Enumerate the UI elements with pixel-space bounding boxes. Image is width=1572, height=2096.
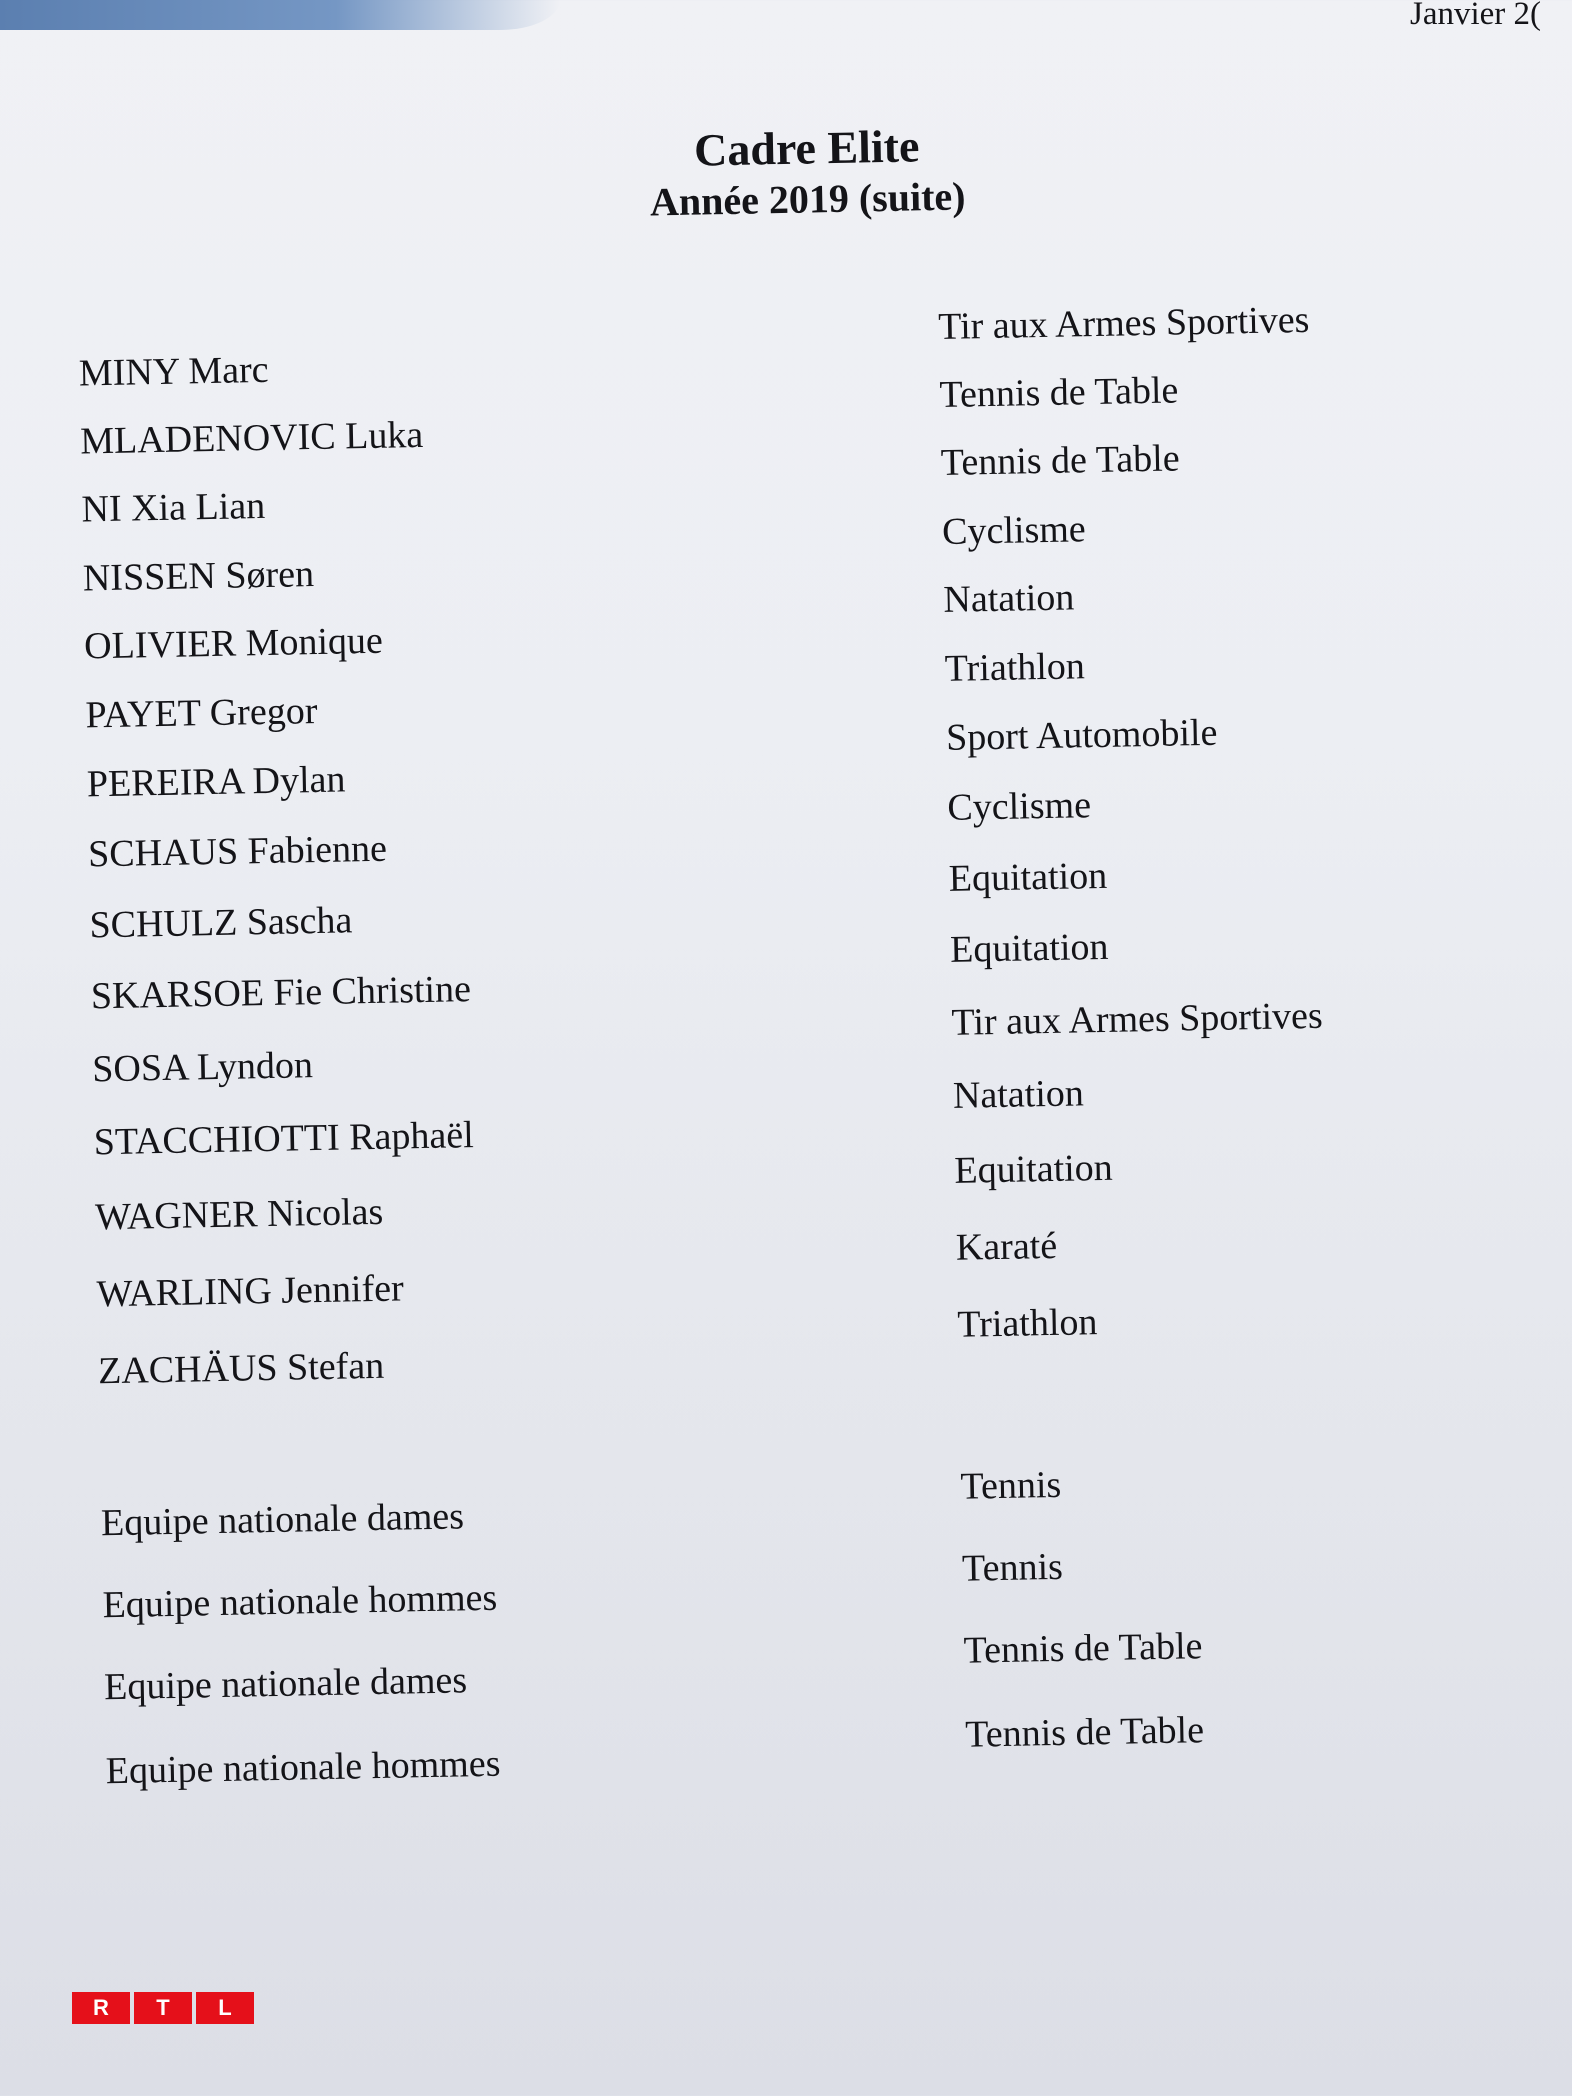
athlete-row	[10, 1301, 1572, 1401]
athlete-row	[7, 1146, 1572, 1247]
athlete-sport: Triathlon	[944, 645, 1086, 690]
athlete-row	[5, 1072, 1572, 1172]
athlete-sport: Natation	[943, 576, 1075, 621]
athlete-sport: Karaté	[955, 1224, 1058, 1269]
athlete-name: PAYET Gregor	[85, 689, 318, 737]
athlete-sport: Tennis de Table	[939, 369, 1179, 416]
team-row	[16, 1625, 1572, 1717]
athlete-sport: Equitation	[954, 1146, 1114, 1192]
rtl-logo-letter: R	[72, 1992, 130, 2024]
team-name: Equipe nationale hommes	[102, 1576, 498, 1627]
rtl-logo-letter: T	[134, 1992, 192, 2024]
team-row	[17, 1709, 1572, 1801]
athlete-name: SOSA Lyndon	[91, 1044, 314, 1091]
team-name: Equipe nationale dames	[100, 1495, 465, 1545]
athlete-name: WARLING Jennifer	[96, 1267, 405, 1316]
athlete-name: STACCHIOTTI Raphaël	[93, 1114, 475, 1164]
athlete-sport: Equitation	[949, 925, 1109, 971]
athlete-sport: Sport Automobile	[945, 711, 1218, 759]
athlete-sport: Natation	[952, 1072, 1085, 1117]
athlete-name: OLIVIER Monique	[83, 619, 384, 668]
athlete-sport: Tennis de Table	[940, 437, 1180, 484]
athlete-name: NISSEN Søren	[82, 553, 315, 600]
rtl-logo-letter: L	[196, 1992, 254, 2024]
athlete-row	[2, 925, 1572, 1026]
team-row	[14, 1545, 1572, 1635]
athlete-row	[8, 1224, 1572, 1324]
team-name: Equipe nationale dames	[103, 1659, 468, 1709]
team-sport: Tennis	[960, 1463, 1062, 1508]
date-header: Janvier 2(	[1410, 0, 1542, 32]
athlete-row	[0, 784, 1572, 884]
team-sport: Tennis	[961, 1545, 1064, 1590]
athlete-sport: Tir aux Armes Sportives	[951, 994, 1324, 1044]
document-subtitle: Année 2019 (suite)	[649, 173, 966, 225]
athlete-name: NI Xia Lian	[81, 484, 266, 531]
athlete-name: PEREIRA Dylan	[86, 758, 346, 806]
athlete-sport: Cyclisme	[941, 508, 1087, 553]
athlete-name: WAGNER Nicolas	[94, 1190, 384, 1239]
athlete-name: SKARSOE Fie Christine	[90, 968, 472, 1018]
team-sport: Tennis de Table	[963, 1625, 1203, 1672]
athlete-row	[1, 854, 1572, 955]
athlete-sport: Tir aux Armes Sportives	[937, 298, 1310, 348]
athlete-name: SCHAUS Fabienne	[87, 827, 388, 876]
athlete-row	[4, 994, 1572, 1099]
athlete-name: MLADENOVIC Luka	[79, 413, 424, 463]
athlete-sport: Equitation	[948, 854, 1108, 900]
team-name: Equipe nationale hommes	[105, 1742, 501, 1793]
document-title: Cadre Elite	[693, 120, 920, 176]
athlete-sport: Cyclisme	[947, 784, 1092, 829]
athlete-name: ZACHÄUS Stefan	[97, 1344, 385, 1393]
athlete-row	[0, 645, 1570, 745]
team-sport: Tennis de Table	[964, 1709, 1205, 1756]
athlete-row	[0, 298, 1563, 403]
rtl-logo	[72, 1992, 254, 2024]
athlete-name: MINY Marc	[78, 348, 269, 395]
athlete-row	[0, 508, 1567, 608]
athlete-name: SCHULZ Sascha	[89, 899, 353, 947]
athlete-sport: Triathlon	[956, 1301, 1098, 1346]
team-row	[13, 1463, 1572, 1553]
